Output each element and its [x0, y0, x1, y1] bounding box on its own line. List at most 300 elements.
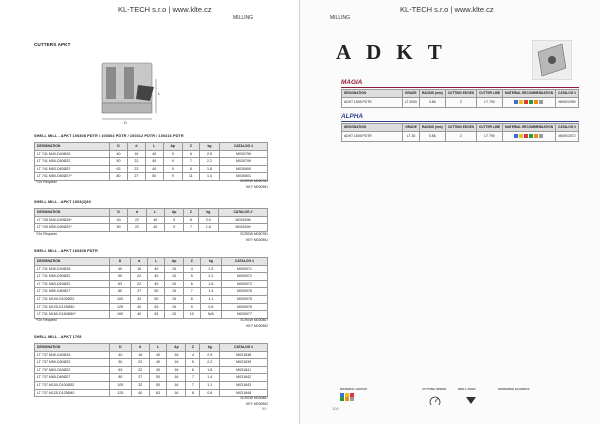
- table-row: [35, 351, 268, 359]
- t1-head: L: [145, 143, 163, 151]
- cell: M031599: [218, 224, 267, 232]
- cell: M030799: [219, 158, 267, 166]
- t2-screw-key: [196, 231, 268, 243]
- cell: 50: [145, 173, 163, 181]
- cell: M030972: [221, 273, 267, 281]
- table-row: [35, 273, 268, 281]
- screw-code: M030781: [253, 232, 268, 236]
- cell: 100: [110, 295, 131, 303]
- t4-head: DESIGNATION: [35, 344, 110, 352]
- table-row: [35, 374, 268, 382]
- cell: 1.8: [200, 280, 221, 288]
- cell: 6: [182, 150, 199, 158]
- t2-head: Ap: [164, 209, 183, 217]
- cell: 7: [182, 158, 199, 166]
- cell: 7: [186, 381, 200, 389]
- cell: 40: [110, 265, 131, 273]
- cell: 32: [131, 381, 149, 389]
- t2-head: Z: [184, 209, 198, 217]
- magia-head: CUTTER LINE: [476, 90, 502, 98]
- t3-head: Z: [183, 258, 200, 266]
- t4-head: Ap: [167, 344, 186, 352]
- t3-head: Ap: [165, 258, 183, 266]
- cell: 50: [148, 295, 165, 303]
- cell: LT 731 M63-D63Ø22: [35, 280, 110, 288]
- t3-head: d: [131, 258, 148, 266]
- cell: 40: [146, 216, 164, 224]
- cell: 15: [165, 303, 183, 311]
- cell: LT 790: [476, 97, 502, 107]
- cell: M030801: [219, 173, 267, 181]
- cell: M031842: [220, 374, 268, 382]
- t1-table: [34, 142, 268, 181]
- cell: 16: [131, 351, 149, 359]
- swatch-icon: [340, 397, 344, 401]
- title-letter: K: [396, 40, 428, 64]
- swatch-icon: [519, 100, 523, 104]
- cell: 80: [110, 288, 131, 296]
- cell: LT 737 M125-D125Ø40: [35, 389, 110, 397]
- alpha-head: RADIUS (mm): [419, 124, 445, 132]
- cell: 50: [149, 381, 167, 389]
- swatch-icon: [529, 100, 533, 104]
- cell: LT 731 M100-D100Ø32: [35, 295, 110, 303]
- legend-footer: [340, 387, 580, 417]
- t3-head: CATALOG #: [221, 258, 267, 266]
- cell: 1.8: [200, 366, 220, 374]
- right-page: [300, 0, 600, 424]
- cell: M030976: [221, 303, 267, 311]
- cell: 1.4: [200, 374, 220, 382]
- t4-title: SHELL MILL - APKT 1705: [34, 335, 82, 339]
- cell: 8: [183, 295, 200, 303]
- table-row: [342, 131, 579, 141]
- cell: 1.8: [198, 224, 218, 232]
- key-code: M030962: [253, 402, 268, 406]
- cell: 22: [128, 216, 146, 224]
- cell: M031841: [220, 366, 268, 374]
- cell: LT 731 M125-D125Ø40: [35, 303, 110, 311]
- key-label: KEY: [246, 402, 253, 406]
- header-title-right: KL-TECH s.r.o | www.klte.cz: [400, 5, 494, 14]
- cell: 8: [182, 165, 199, 173]
- t2-note: *On Request: [36, 232, 57, 236]
- t1-head: d: [127, 143, 145, 151]
- cell: 63: [110, 165, 128, 173]
- cell: 100: [110, 381, 132, 389]
- t2-head: CATALOG #: [218, 209, 267, 217]
- t3-head: D: [110, 258, 131, 266]
- cell: M030976: [221, 288, 267, 296]
- magia-head: CUTTING EDGES: [445, 90, 476, 98]
- cell: LT 741 M80-D80Ø27*: [35, 173, 110, 181]
- swatch-icon: [514, 100, 518, 104]
- t2-head: L: [146, 209, 164, 217]
- cell: 6: [184, 216, 198, 224]
- cell: 40: [146, 224, 164, 232]
- table-row: [35, 288, 268, 296]
- svg-text:L: L: [158, 91, 161, 96]
- cell: 1.1: [200, 295, 221, 303]
- t2-head: d: [128, 209, 146, 217]
- table-row: [35, 366, 268, 374]
- cell: LT 737 M100-D100Ø32: [35, 381, 110, 389]
- material-swatches: [503, 97, 556, 107]
- cell: 10: [183, 311, 200, 319]
- cell: 2.5: [200, 351, 220, 359]
- cell: 22: [131, 359, 149, 367]
- cell: 27: [131, 288, 148, 296]
- cell: 9: [163, 173, 182, 181]
- screw-label: SCREW: [240, 318, 253, 322]
- header-title-left: KL-TECH s.r.o | www.klte.cz: [118, 5, 212, 14]
- key-code: M030961: [253, 185, 268, 189]
- insert-image: [532, 40, 572, 80]
- alpha-label: ALPHA: [341, 113, 364, 120]
- cell: 160: [110, 311, 131, 319]
- t4-head: Z: [186, 344, 200, 352]
- cell: 2: [445, 131, 476, 141]
- table-row: [35, 165, 268, 173]
- cell: LT 745 M50-D50Ø22*: [35, 224, 110, 232]
- cell: 16: [131, 265, 148, 273]
- t1-head: CATALOG #: [219, 143, 267, 151]
- key-label: KEY: [246, 185, 253, 189]
- cell: 6: [183, 280, 200, 288]
- cell: LT 737 M40-D40Ø16: [35, 351, 110, 359]
- title-letter: T: [427, 40, 457, 64]
- cell: 16: [127, 150, 145, 158]
- legend-feed: DRILL FEED: [458, 387, 476, 391]
- cell: LT 737 M63-D63Ø22: [35, 366, 110, 374]
- table-row: [35, 265, 268, 273]
- cell: 2.2: [200, 158, 220, 166]
- alpha-head: CUTTING EDGES: [445, 124, 476, 132]
- magia-head: DESIGNATION: [342, 90, 403, 98]
- t2-title: SHELL MILL - APKT 1003(2)60: [34, 200, 91, 204]
- cell: M000/2099: [556, 97, 579, 107]
- t3-table: [34, 257, 268, 319]
- cell: 7: [184, 224, 198, 232]
- magia-head: CATALOG #: [556, 90, 579, 98]
- alpha-table: [341, 123, 579, 142]
- key-label: KEY: [246, 238, 253, 242]
- cell: 40: [110, 216, 128, 224]
- legend-material: MATERIAL GROUP: [340, 387, 368, 391]
- t1-title: SHELL MILL - APKT 100308 PDTR / 100304 PDTR / 100312 PDTR / 100316 PDTR: [34, 134, 184, 138]
- cell: 16: [167, 374, 186, 382]
- cell: 27: [131, 374, 149, 382]
- cell: LT 731 M80-D80Ø27: [35, 288, 110, 296]
- cell: 15: [165, 288, 183, 296]
- cell: 9: [163, 158, 182, 166]
- cell: 0.8: [200, 303, 221, 311]
- cell: 6: [186, 366, 200, 374]
- alpha-head: DESIGNATION: [342, 124, 403, 132]
- swatch-icon: [345, 397, 349, 401]
- cell: LT 2000: [402, 97, 419, 107]
- cell: 40: [149, 359, 167, 367]
- cell: 125: [110, 389, 132, 397]
- cell: 63: [110, 366, 132, 374]
- magia-head: MATERIAL RECOMMENDATION: [503, 90, 556, 98]
- cell: 40: [110, 150, 128, 158]
- t1-head: D: [110, 143, 128, 151]
- t1-head: Ap: [163, 143, 182, 151]
- t2-head: DESIGNATION: [35, 209, 110, 217]
- cell: N/A: [200, 311, 221, 319]
- cell: 8: [186, 389, 200, 397]
- cell: 9: [163, 165, 182, 173]
- cell: 9: [164, 224, 183, 232]
- t1-head: DESIGNATION: [35, 143, 110, 151]
- cell: 40: [131, 389, 149, 397]
- cell: 40: [145, 150, 163, 158]
- t4-head: kg: [200, 344, 220, 352]
- swatch-icon: [519, 134, 523, 138]
- cell: M030977: [221, 311, 267, 319]
- drill-feed-icon: [464, 395, 478, 405]
- magia-table: [341, 89, 579, 108]
- header-tag-right: MILLING: [330, 15, 351, 21]
- cell: 15: [165, 280, 183, 288]
- cell: 50: [110, 158, 128, 166]
- t2-head: kg: [198, 209, 218, 217]
- cell: LT 790: [476, 131, 502, 141]
- screw-code: M030887: [253, 396, 268, 400]
- swatch-icon: [534, 100, 538, 104]
- cell: 9: [164, 216, 183, 224]
- cell: 9: [183, 303, 200, 311]
- cell: 2.5: [200, 265, 221, 273]
- cell: 9: [163, 150, 182, 158]
- cell: 27: [127, 173, 145, 181]
- t3-note: *On Request: [36, 318, 57, 322]
- cell: 1.4: [200, 288, 221, 296]
- cell: 40: [148, 265, 165, 273]
- cell: 16: [167, 359, 186, 367]
- cell: 16: [167, 381, 186, 389]
- legend-ordering: ORDERING EXAMPLE: [498, 387, 530, 391]
- title-letter: D: [366, 40, 397, 64]
- t4-head: CATALOG #: [220, 344, 268, 352]
- product-title: [336, 40, 457, 65]
- t2-table: [34, 208, 268, 232]
- cell: 11: [182, 173, 199, 181]
- legend-material-swatches: [340, 393, 355, 401]
- cell: 22: [128, 224, 146, 232]
- cell: 2.5: [200, 150, 220, 158]
- page-number-right: 100: [332, 406, 339, 411]
- cell: 1.8: [200, 165, 220, 173]
- cell: LT 741 M40-D40Ø16: [35, 150, 110, 158]
- cell: 40: [131, 311, 148, 319]
- cell: 50: [110, 224, 128, 232]
- cell: 0.86: [419, 131, 445, 141]
- swatch-icon: [514, 134, 518, 138]
- t3-head: L: [148, 258, 165, 266]
- cell: 2.2: [200, 273, 221, 281]
- swatch-icon: [534, 134, 538, 138]
- table-row: [342, 97, 579, 107]
- t3-head: kg: [200, 258, 221, 266]
- header-tag-left: MILLING: [233, 15, 254, 21]
- t4-head: L: [149, 344, 167, 352]
- swatch-icon: [350, 397, 354, 401]
- screw-code: M030781: [253, 179, 268, 183]
- cell: M000/1572: [556, 131, 579, 141]
- table-row: [35, 150, 268, 158]
- cell: LT 731 M50-D50Ø22: [35, 273, 110, 281]
- t1-note: *On Request: [36, 180, 57, 184]
- cell: 1.4: [200, 173, 220, 181]
- cell: 16: [167, 351, 186, 359]
- cell: 63: [148, 303, 165, 311]
- t3-title: SHELL MILL - APKT 160408 PDTR: [34, 249, 98, 253]
- screw-code: M030867: [253, 318, 268, 322]
- cell: 125: [110, 303, 131, 311]
- material-swatches: [503, 131, 556, 141]
- cell: 63: [148, 311, 165, 319]
- table-row: [35, 381, 268, 389]
- cell: 63: [110, 280, 131, 288]
- cell: LT 30: [403, 131, 420, 141]
- shell-mill-illustration: [88, 55, 188, 125]
- cell: 5: [183, 273, 200, 281]
- key-label: KEY: [246, 324, 253, 328]
- magia-head: RADIUS (mm): [419, 90, 445, 98]
- cell: M031839: [220, 359, 268, 367]
- alpha-head: GRADE: [403, 124, 420, 132]
- cell: 7: [186, 374, 200, 382]
- cell: 1.1: [200, 381, 220, 389]
- cell: LT 731 M160-D160Ø40*: [35, 311, 110, 319]
- cell: 2.2: [200, 359, 220, 367]
- cell: 22: [131, 280, 148, 288]
- cell: 22: [131, 273, 148, 281]
- cell: M030971: [221, 265, 267, 273]
- cell: 5: [186, 359, 200, 367]
- key-code: M030961: [253, 238, 268, 242]
- cell: 50: [110, 359, 132, 367]
- cell: 50: [148, 288, 165, 296]
- cell: ADKT 1505 PDTR: [342, 97, 403, 107]
- cell: 15: [165, 311, 183, 319]
- alpha-rule: [341, 121, 579, 122]
- t1-head: Z: [182, 143, 199, 151]
- cell: LT 745 M40-D40Ø16*: [35, 216, 110, 224]
- svg-text:D: D: [124, 120, 127, 125]
- table-row: [35, 280, 268, 288]
- cell: 63: [149, 389, 167, 397]
- cell: M030975: [221, 295, 267, 303]
- cell: 50: [110, 273, 131, 281]
- cell: 22: [127, 165, 145, 173]
- cell: LT 741 M50-D50Ø22: [35, 158, 110, 166]
- screw-label: SCREW: [240, 179, 253, 183]
- cell: 16: [167, 366, 186, 374]
- cell: 2.0: [198, 216, 218, 224]
- alpha-head: CUTTER LINE: [476, 124, 502, 132]
- cell: 80: [110, 374, 132, 382]
- cell: LT 731 M40-D40Ø16: [35, 265, 110, 273]
- cell: 0.86: [419, 97, 445, 107]
- cell: M030973: [221, 280, 267, 288]
- swatch-icon: [524, 134, 528, 138]
- table-row: [35, 216, 268, 224]
- section-title: CUTTERS APKT: [34, 42, 71, 47]
- cell: M031838: [220, 351, 268, 359]
- cell: LT 737 M50-D50Ø22: [35, 359, 110, 367]
- alpha-head: CATALOG #: [556, 124, 579, 132]
- page-number-left: 99: [262, 406, 267, 411]
- cell: 15: [165, 273, 183, 281]
- table-row: [35, 359, 268, 367]
- table-row: [35, 158, 268, 166]
- cell: 40: [110, 351, 132, 359]
- cell: M031598: [218, 216, 267, 224]
- cell: 0.8: [200, 389, 220, 397]
- cell: 4: [186, 351, 200, 359]
- cutting-speed-icon: [428, 395, 442, 405]
- t2-head: D: [110, 209, 128, 217]
- cell: LT 737 M80-D80Ø27: [35, 374, 110, 382]
- t1-screw-key: [196, 178, 268, 190]
- cell: 40: [145, 165, 163, 173]
- swatch-icon: [539, 134, 543, 138]
- t4-table: [34, 343, 268, 397]
- cell: 80: [110, 173, 128, 181]
- table-row: [35, 295, 268, 303]
- swatch-icon: [539, 100, 543, 104]
- magia-rule: [341, 87, 579, 88]
- cell: M030796: [219, 150, 267, 158]
- title-letter: A: [336, 40, 367, 64]
- cell: 40: [145, 158, 163, 166]
- cell: 40: [131, 303, 148, 311]
- screw-label: SCREW: [240, 232, 253, 236]
- cell: 40: [149, 366, 167, 374]
- t1-head: kg: [200, 143, 220, 151]
- swatch-icon: [529, 134, 533, 138]
- cell: 4: [183, 265, 200, 273]
- table-row: [35, 303, 268, 311]
- magia-label: MAGIA: [341, 79, 363, 86]
- cell: 40: [148, 273, 165, 281]
- cell: ADKT 1505 PDTR: [342, 131, 403, 141]
- cell: 50: [149, 374, 167, 382]
- swatch-icon: [524, 100, 528, 104]
- cell: 16: [167, 389, 186, 397]
- cell: 40: [148, 280, 165, 288]
- cell: LT 741 M63-D63Ø22: [35, 165, 110, 173]
- legend-speed: CUTTING SPEED: [422, 387, 447, 391]
- t4-head: D: [110, 344, 132, 352]
- magia-head: GRADE: [402, 90, 419, 98]
- cell: 32: [131, 295, 148, 303]
- cell: 40: [149, 351, 167, 359]
- cell: M031848: [220, 389, 268, 397]
- cell: M031843: [220, 381, 268, 389]
- cell: 22: [127, 158, 145, 166]
- cell: 15: [165, 295, 183, 303]
- t4-screw-key: [196, 395, 268, 407]
- alpha-head: MATERIAL RECOMMENDATION: [503, 124, 556, 132]
- t4-head: d: [131, 344, 149, 352]
- t3-head: DESIGNATION: [35, 258, 110, 266]
- cell: M030800: [219, 165, 267, 173]
- cell: 7: [183, 288, 200, 296]
